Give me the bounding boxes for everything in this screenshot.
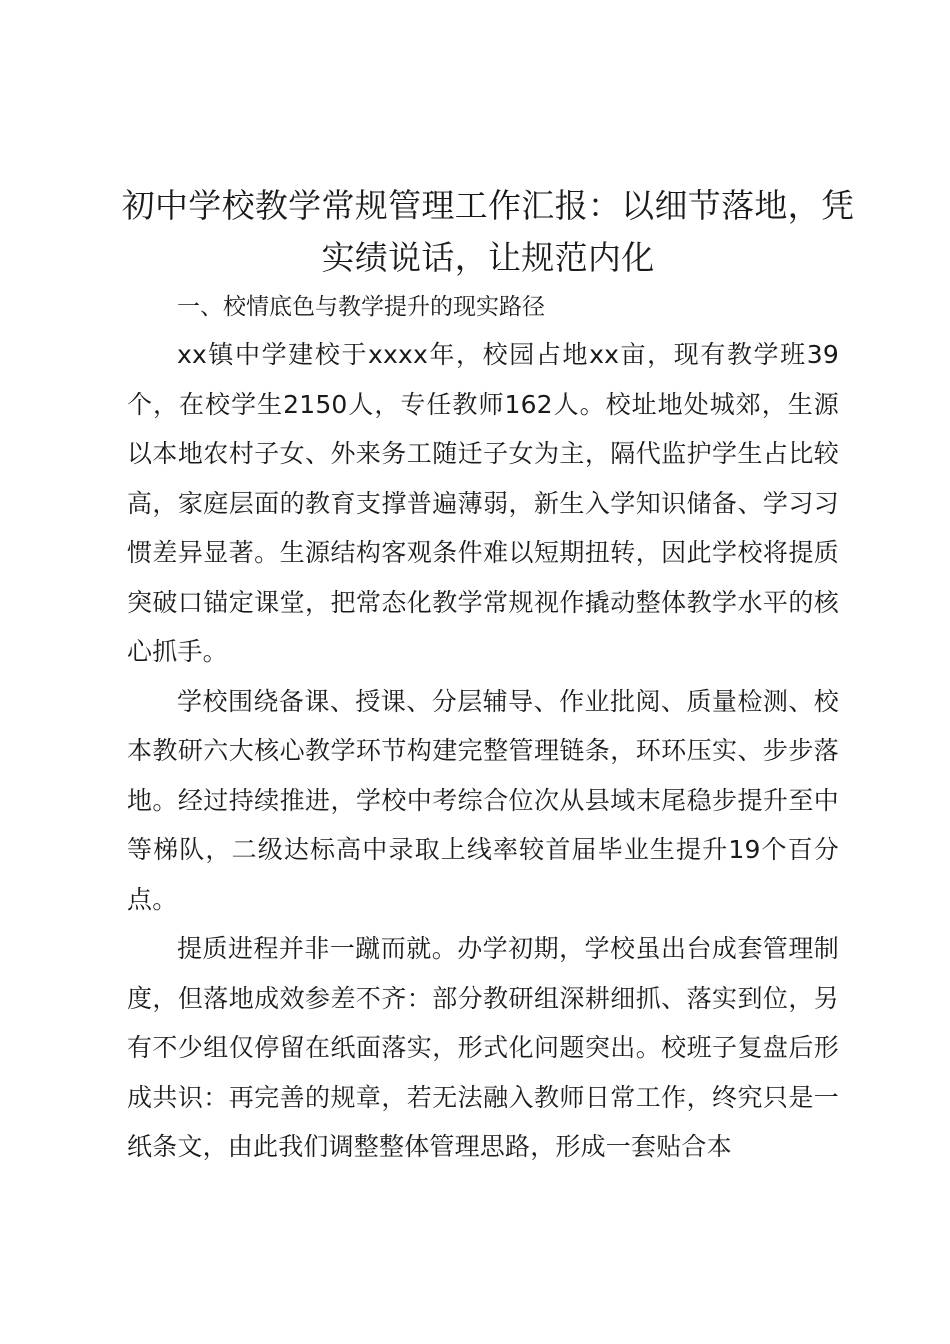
paragraph-school-overview: xx镇中学建校于xxxx年，校园占地xx亩，现有教学班39个，在校学生2150人，专任教师162人。校址地处城郊，生源以本地农村子女、外来务工随迁子女为主，隔代监护学生占比较高，家庭层面的教育支撑普遍薄弱，新生入学知识储备、学习习惯差异显著。生源结构客观条件难以短期扭转，因此学校将提质突破口锚定课堂，把常态化教学常规视作撬动整体教学水平的核心抓手。 — [127, 340, 839, 666]
paragraph-management-chain: 学校围绕备课、授课、分层辅导、作业批阅、质量检测、校本教研六大核心教学环节构建完整管理链条，环环压实、步步落地。经过持续推进，学校中考综合位次从县域末尾稳步提升至中等梯队，二级达标高中录取上线率较首届毕业生提升19个百分点。 — [127, 686, 839, 914]
document-body — [127, 284, 839, 1172]
paragraph-improvement-process: 提质进程并非一蹴而就。办学初期，学校虽出台成套管理制度，但落地成效参差不齐：部分教研组深耕细抓、落实到位，另有不少组仅停留在纸面落实，形式化问题突出。校班子复盘后形成共识：再完善的规章，若无法融入教师日常工作，终究只是一纸条文，由此我们调整整体管理思路，形成一套贴合本 — [127, 934, 839, 1161]
document-title: 初中学校教学常规管理工作汇报：以细节落地，凭实绩说话，让规范内化 — [121, 186, 855, 277]
section-heading: 一、校情底色与教学提升的现实路径 — [177, 294, 545, 320]
